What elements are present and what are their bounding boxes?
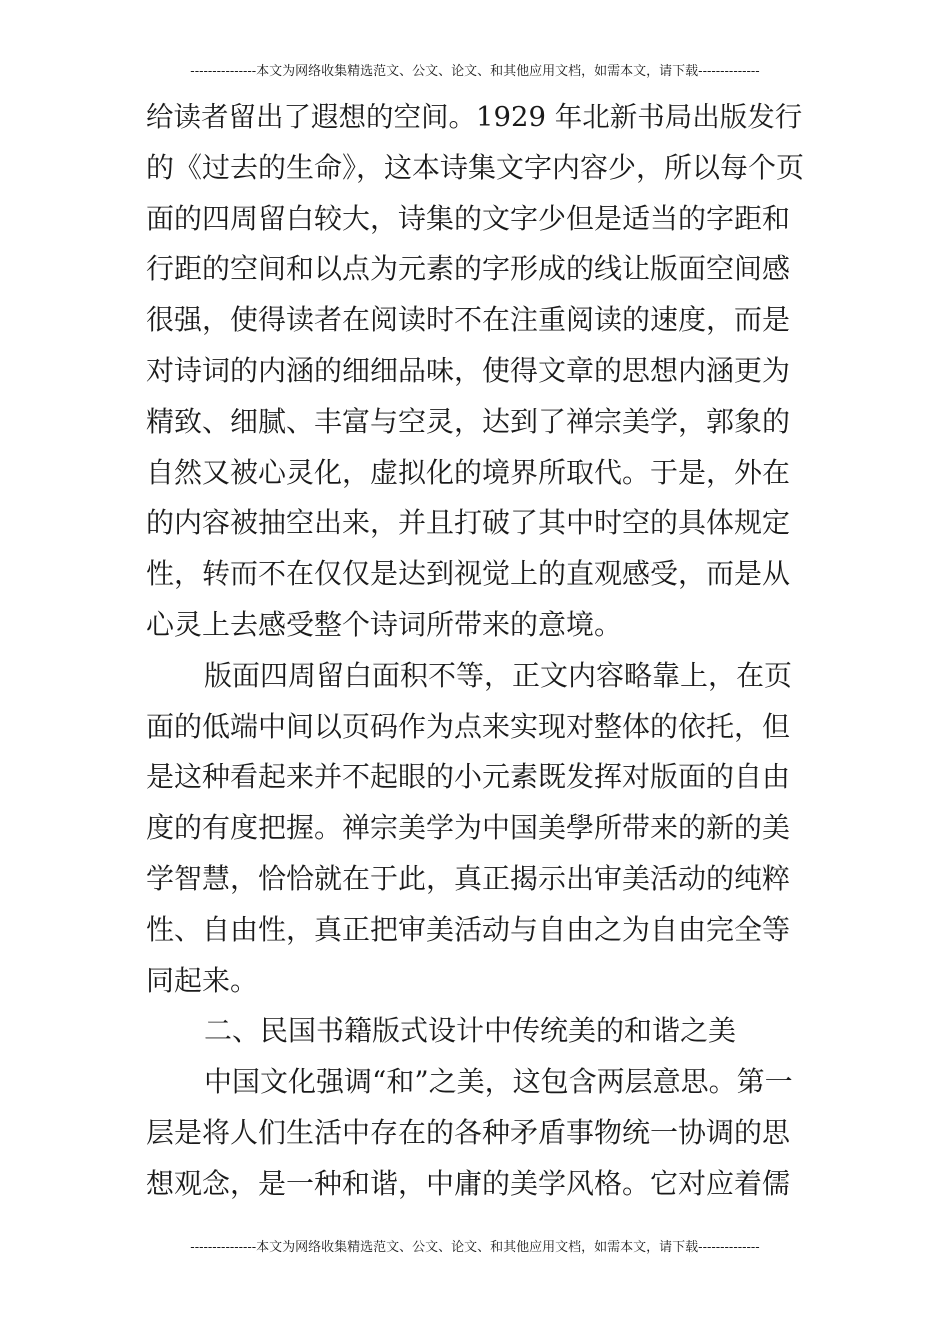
paragraph-start-line: 中国文化强调“和”之美，这包含两层意思。第一 bbox=[204, 1065, 793, 1099]
text-line: 的《过去的生命》，这本诗集文字内容少，所以每个页 bbox=[146, 150, 805, 184]
section-heading: 二、民国书籍版式设计中传统美的和谐之美 bbox=[204, 1014, 737, 1048]
text-line: 性，转而不在仅仅是达到视觉上的直观感受，而是从 bbox=[146, 557, 791, 591]
text-line: 度的有度把握。禅宗美学为中国美學所带来的新的美 bbox=[146, 811, 791, 845]
document-body bbox=[146, 92, 806, 1210]
text-line: 给读者留出了遐想的空间。1929 年北新书局出版发行 bbox=[146, 101, 803, 133]
paragraph-start-line: 版面四周留白面积不等，正文内容略靠上，在页 bbox=[204, 658, 793, 692]
text-line: 层是将人们生活中存在的各种矛盾事物统一协调的思 bbox=[146, 1115, 791, 1149]
header-banner: ---------------本文为网络收集精选范文、公文、论文、和其他应用文档，如需本文，请下载-------------- bbox=[190, 64, 760, 79]
text-line: 学智慧，恰恰就在于此，真正揭示出审美活动的纯粹 bbox=[146, 861, 791, 895]
text-line: 面的四周留白较大，诗集的文字少但是适当的字距和 bbox=[146, 201, 791, 235]
text-line: 同起来。 bbox=[146, 963, 259, 997]
text-line: 对诗词的内涵的细细品味，使得文章的思想内涵更为 bbox=[146, 353, 791, 387]
footer-banner: ---------------本文为网络收集精选范文、公文、论文、和其他应用文档，如需本文，请下载-------------- bbox=[190, 1240, 760, 1255]
text-line: 性、自由性，真正把审美活动与自由之为自由完全等 bbox=[146, 912, 791, 946]
text-line: 面的低端中间以页码作为点来实现对整体的依托，但 bbox=[146, 709, 791, 743]
text-line: 行距的空间和以点为元素的字形成的线让版面空间感 bbox=[146, 252, 791, 286]
text-line: 是这种看起来并不起眼的小元素既发挥对版面的自由 bbox=[146, 760, 791, 794]
text-line: 心灵上去感受整个诗词所带来的意境。 bbox=[146, 607, 623, 641]
text-line: 自然又被心灵化，虚拟化的境界所取代。于是，外在 bbox=[146, 455, 791, 489]
text-line: 想观念，是一种和谐，中庸的美学风格。它对应着儒 bbox=[146, 1166, 791, 1200]
text-line: 很强，使得读者在阅读时不在注重阅读的速度，而是 bbox=[146, 303, 791, 337]
text-line: 的内容被抽空出来，并且打破了其中时空的具体规定 bbox=[146, 506, 791, 540]
text-line: 精致、细腻、丰富与空灵，达到了禅宗美学，郭象的 bbox=[146, 404, 791, 438]
